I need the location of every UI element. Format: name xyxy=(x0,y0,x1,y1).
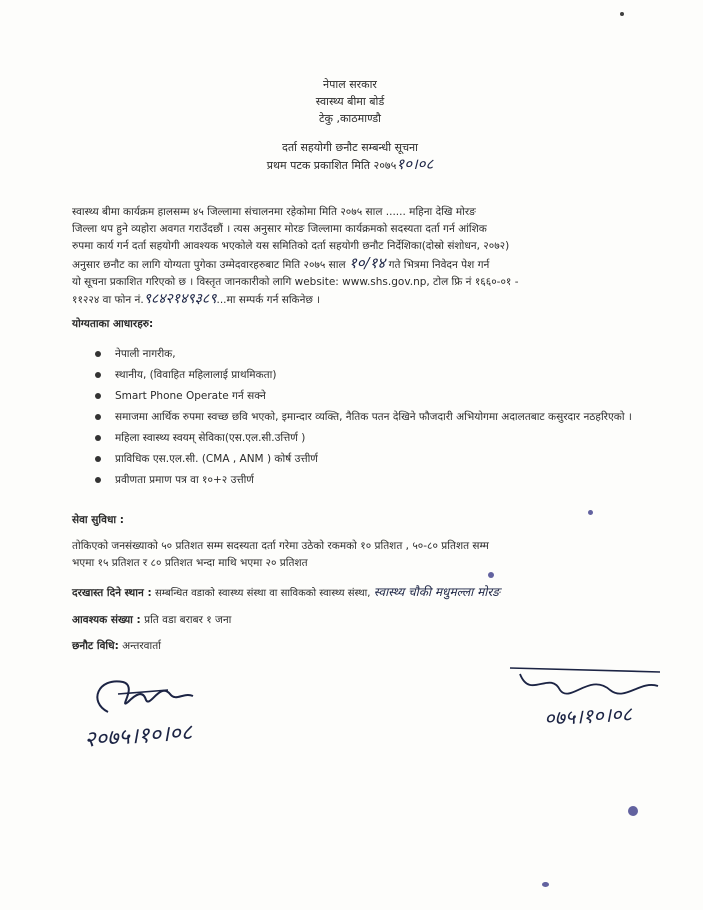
bullet-icon xyxy=(95,435,101,441)
list-item: महिला स्वास्थ्य स्वयम् सेविका(एस.एल.सी.उत्तिर्ण ) xyxy=(95,430,635,446)
selection-method-label: छनौट विधि: xyxy=(72,640,119,652)
intro-line: ११२२४ वा फोन नं.९८४२१४९३८९...मा सम्पर्क गर्न सकिनेछ । xyxy=(72,291,321,307)
notice-subject-block xyxy=(180,139,520,174)
application-place-text: सम्बन्धित वडाको स्वास्थ्य संस्था वा साविकको स्वास्थ्य संस्था, xyxy=(155,588,371,599)
deadline-handwritten: १०/१४ xyxy=(348,254,386,272)
qualifications-heading: योग्यताका आधारहरु: xyxy=(72,318,154,330)
application-place-line xyxy=(72,584,692,602)
scan-speck xyxy=(488,572,494,578)
list-item: प्राविधिक एस.एल.सी. (CMA , ANM ) कोर्ष उत्तीर्ण xyxy=(95,451,635,467)
notice-subject: दर्ता सहयोगी छनौट सम्बन्धी सूचना xyxy=(281,141,419,154)
application-place-handwritten: स्वास्थ्य चौकी मधुमल्ला मोरङ xyxy=(373,585,500,599)
published-date-handwritten: १०।०८ xyxy=(396,155,434,173)
service-text xyxy=(72,538,652,572)
required-count-text: प्रति वडा बराबर १ जना xyxy=(144,614,232,626)
bullet-icon xyxy=(95,351,101,357)
phone-handwritten: ९८४२१४९३८९ xyxy=(143,291,217,307)
selection-method-line xyxy=(72,638,161,655)
qualifications-list xyxy=(95,346,635,493)
right-signature-date: ०७५।१०।०८ xyxy=(543,701,633,731)
list-item: नेपाली नागरीक, xyxy=(95,346,635,362)
selection-method-text: अन्तरवार्ता xyxy=(122,640,161,652)
intro-paragraph xyxy=(72,204,652,309)
scan-speck xyxy=(628,806,638,816)
scan-speck xyxy=(588,510,593,515)
intro-line: अनुसार छनौट का लागि योग्यता पुगेका उम्मेदवारहरुबाट मिति २०७५ साल १०/१४ गते भित्रमा निवेदन पेश गर्न xyxy=(72,254,490,272)
bullet-icon xyxy=(95,414,101,420)
service-heading: सेवा सुविधा : xyxy=(72,514,124,526)
list-item: Smart Phone Operate गर्न सक्ने xyxy=(95,388,635,404)
org-address: टेकु ,काठमाण्डौ xyxy=(318,112,382,125)
bullet-icon xyxy=(95,456,101,462)
scan-speck xyxy=(620,12,624,16)
org-name: स्वास्थ्य बीमा बोर्ड xyxy=(315,95,385,108)
bullet-icon xyxy=(95,477,101,483)
list-item: प्रवीणता प्रमाण पत्र वा १०+२ उत्तीर्ण xyxy=(95,472,635,488)
intro-line: स्वास्थ्य बीमा कार्यक्रम हालसम्म ४५ जिल्लामा संचालनमा रहेकोमा मिति २०७५ साल ...... महिना देखि मोरङ xyxy=(72,206,476,218)
bullet-icon xyxy=(95,393,101,399)
intro-line: यो सूचना प्रकाशित गरिएको छ । विस्तृत जानकारीको लागि website: www.shs.gov.np, टोल फ्रि नं १६६०-०१ - xyxy=(72,276,519,288)
intro-line: जिल्ला थप हुने व्यहोरा अवगत गराउँदछौं । त्यस अनुसार मोरङ जिल्लामा कार्यक्रमको सदस्यता दर्ता गर्न आंशिक xyxy=(72,223,487,235)
service-line: भएमा १५ प्रतिशत र ८० प्रतिशत भन्दा माथि भएमा २० प्रतिशत xyxy=(72,557,308,569)
application-place-label: दरखास्त दिने स्थान : xyxy=(72,587,152,599)
required-count-label: आवश्यक संख्या : xyxy=(72,614,141,626)
header-block xyxy=(200,76,500,127)
list-item: स्थानीय, (विवाहित महिलालाई प्राथमिकता) xyxy=(95,367,635,383)
bullet-icon xyxy=(95,372,101,378)
scan-speck xyxy=(542,882,549,887)
service-line: तोकिएको जनसंख्याको ५० प्रतिशत सम्म सदस्यता दर्ता गरेमा उठेको रकमको १० प्रतिशत , ५०-८० प्रतिशत सम्म xyxy=(72,540,489,552)
list-item: समाजमा आर्थिक रुपमा स्वच्छ छवि भएको, इमान्दार व्यक्ति, नैतिक पतन देखिने फौजदारी अभियोगमा अदालतबाट कसुरदार नठहरिएको । xyxy=(95,409,635,425)
published-date-line xyxy=(180,156,520,174)
left-signature-block xyxy=(70,672,260,762)
intro-line: रुपमा कार्य गर्न दर्ता सहयोगी आवश्यक भएकोले यस समितिको दर्ता सहयोगी छनौट निर्देशिका(दोस्रो संशोधन, २०७२) xyxy=(72,240,510,252)
left-signature-date: २०७५।१०।०८ xyxy=(83,720,194,753)
org-government: नेपाल सरकार xyxy=(323,78,377,91)
published-label: प्रथम पटक प्रकाशित मिति २०७५ xyxy=(266,159,397,172)
right-signature-block xyxy=(500,660,680,750)
required-count-line xyxy=(72,612,231,629)
